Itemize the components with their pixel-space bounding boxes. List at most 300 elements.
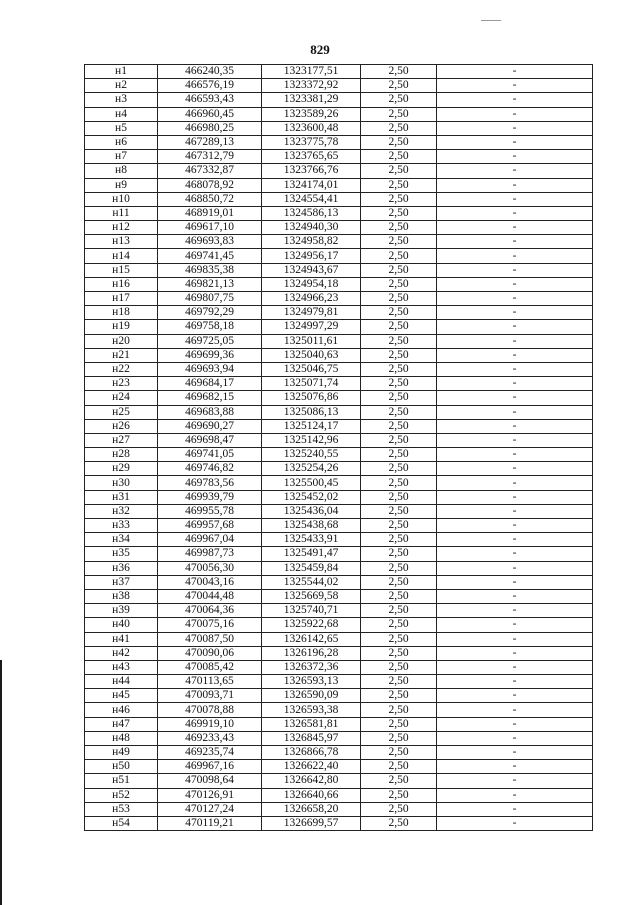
y-coordinate-cell: 1326642,80 [262,774,361,788]
table-row [85,448,593,462]
x-coordinate-cell: 469967,04 [158,533,262,547]
x-coordinate-cell: 466593,43 [158,93,262,107]
x-coordinate-cell: 469987,73 [158,547,262,561]
table-row [85,760,593,774]
error-value-cell: 2,50 [361,121,437,135]
x-coordinate-cell: 469725,05 [158,334,262,348]
error-value-cell: 2,50 [361,746,437,760]
error-value-cell: 2,50 [361,277,437,291]
table-row [85,419,593,433]
note-cell: - [437,391,593,405]
x-coordinate-cell: 470078,88 [158,703,262,717]
note-cell: - [437,519,593,533]
error-value-cell: 2,50 [361,547,437,561]
point-id-cell: н49 [85,746,158,760]
table-row [85,575,593,589]
point-id-cell: н35 [85,547,158,561]
y-coordinate-cell: 1326142,65 [262,632,361,646]
error-value-cell: 2,50 [361,448,437,462]
point-id-cell: н47 [85,717,158,731]
x-coordinate-cell: 469821,13 [158,277,262,291]
point-id-cell: н32 [85,504,158,518]
y-coordinate-cell: 1325544,02 [262,575,361,589]
point-id-cell: н6 [85,135,158,149]
point-id-cell: н31 [85,490,158,504]
error-value-cell: 2,50 [361,774,437,788]
note-cell: - [437,192,593,206]
y-coordinate-cell: 1324966,23 [262,292,361,306]
error-value-cell: 2,50 [361,377,437,391]
table-row [85,746,593,760]
error-value-cell: 2,50 [361,533,437,547]
note-cell: - [437,547,593,561]
point-id-cell: н24 [85,391,158,405]
x-coordinate-cell: 469693,94 [158,362,262,376]
y-coordinate-cell: 1325071,74 [262,377,361,391]
point-id-cell: н27 [85,433,158,447]
x-coordinate-cell: 469233,43 [158,731,262,745]
table-row [85,561,593,575]
note-cell: - [437,405,593,419]
table-row [85,263,593,277]
x-coordinate-cell: 470064,36 [158,604,262,618]
x-coordinate-cell: 468919,01 [158,206,262,220]
table-row [85,377,593,391]
x-coordinate-cell: 469741,45 [158,249,262,263]
table-row [85,774,593,788]
error-value-cell: 2,50 [361,334,437,348]
note-cell: - [437,504,593,518]
error-value-cell: 2,50 [361,802,437,816]
error-value-cell: 2,50 [361,348,437,362]
y-coordinate-cell: 1325740,71 [262,604,361,618]
point-id-cell: н41 [85,632,158,646]
note-cell: - [437,107,593,121]
error-value-cell: 2,50 [361,107,437,121]
x-coordinate-cell: 469746,82 [158,462,262,476]
note-cell: - [437,632,593,646]
note-cell: - [437,816,593,830]
y-coordinate-cell: 1325076,86 [262,391,361,405]
x-coordinate-cell: 469698,47 [158,433,262,447]
y-coordinate-cell: 1325436,04 [262,504,361,518]
note-cell: - [437,575,593,589]
y-coordinate-cell: 1326640,66 [262,788,361,802]
y-coordinate-cell: 1325669,58 [262,589,361,603]
note-cell: - [437,419,593,433]
y-coordinate-cell: 1323589,26 [262,107,361,121]
error-value-cell: 2,50 [361,419,437,433]
point-id-cell: н16 [85,277,158,291]
error-value-cell: 2,50 [361,391,437,405]
point-id-cell: н53 [85,802,158,816]
point-id-cell: н19 [85,320,158,334]
point-id-cell: н45 [85,689,158,703]
page-number: 829 [310,42,330,57]
table-row [85,121,593,135]
y-coordinate-cell: 1325438,68 [262,519,361,533]
y-coordinate-cell: 1326593,38 [262,703,361,717]
y-coordinate-cell: 1325433,91 [262,533,361,547]
table-row [85,504,593,518]
point-id-cell: н44 [85,675,158,689]
note-cell: - [437,660,593,674]
table-row [85,490,593,504]
error-value-cell: 2,50 [361,79,437,93]
error-value-cell: 2,50 [361,660,437,674]
y-coordinate-cell: 1324979,81 [262,306,361,320]
point-id-cell: н11 [85,206,158,220]
error-value-cell: 2,50 [361,689,437,703]
table-row [85,646,593,660]
error-value-cell: 2,50 [361,646,437,660]
table-row [85,206,593,220]
y-coordinate-cell: 1326622,40 [262,760,361,774]
error-value-cell: 2,50 [361,433,437,447]
error-value-cell: 2,50 [361,632,437,646]
y-coordinate-cell: 1326593,13 [262,675,361,689]
y-coordinate-cell: 1324954,18 [262,277,361,291]
note-cell: - [437,802,593,816]
y-coordinate-cell: 1326372,36 [262,660,361,674]
table-row [85,164,593,178]
note-cell: - [437,760,593,774]
x-coordinate-cell: 469699,36 [158,348,262,362]
note-cell: - [437,689,593,703]
table-row [85,348,593,362]
x-coordinate-cell: 470113,65 [158,675,262,689]
table-row [85,519,593,533]
error-value-cell: 2,50 [361,320,437,334]
point-id-cell: н37 [85,575,158,589]
table-row [85,334,593,348]
note-cell: - [437,306,593,320]
point-id-cell: н4 [85,107,158,121]
error-value-cell: 2,50 [361,618,437,632]
table-row [85,462,593,476]
x-coordinate-cell: 470075,16 [158,618,262,632]
y-coordinate-cell: 1325124,17 [262,419,361,433]
table-row [85,178,593,192]
table-row [85,150,593,164]
table-row [85,604,593,618]
error-value-cell: 2,50 [361,675,437,689]
y-coordinate-cell: 1323372,92 [262,79,361,93]
error-value-cell: 2,50 [361,164,437,178]
error-value-cell: 2,50 [361,135,437,149]
x-coordinate-cell: 469939,79 [158,490,262,504]
x-coordinate-cell: 470093,71 [158,689,262,703]
note-cell: - [437,164,593,178]
error-value-cell: 2,50 [361,717,437,731]
x-coordinate-cell: 466240,35 [158,65,262,79]
y-coordinate-cell: 1324958,82 [262,235,361,249]
x-coordinate-cell: 469967,16 [158,760,262,774]
x-coordinate-cell: 469684,17 [158,377,262,391]
scan-edge-line [0,660,2,905]
error-value-cell: 2,50 [361,221,437,235]
point-id-cell: н29 [85,462,158,476]
point-id-cell: н20 [85,334,158,348]
note-cell: - [437,235,593,249]
note-cell: - [437,476,593,490]
point-id-cell: н7 [85,150,158,164]
x-coordinate-cell: 469807,75 [158,292,262,306]
point-id-cell: н39 [85,604,158,618]
note-cell: - [437,433,593,447]
point-id-cell: н51 [85,774,158,788]
note-cell: - [437,561,593,575]
point-id-cell: н3 [85,93,158,107]
note-cell: - [437,263,593,277]
note-cell: - [437,533,593,547]
error-value-cell: 2,50 [361,405,437,419]
table-row [85,362,593,376]
table-row [85,433,593,447]
table-row [85,221,593,235]
error-value-cell: 2,50 [361,575,437,589]
table-row [85,391,593,405]
note-cell: - [437,717,593,731]
y-coordinate-cell: 1325240,55 [262,448,361,462]
table-row [85,675,593,689]
y-coordinate-cell: 1323600,48 [262,121,361,135]
note-cell: - [437,703,593,717]
table-row [85,93,593,107]
note-cell: - [437,292,593,306]
x-coordinate-cell: 469682,15 [158,391,262,405]
x-coordinate-cell: 466960,45 [158,107,262,121]
point-id-cell: н28 [85,448,158,462]
point-id-cell: н25 [85,405,158,419]
table-row [85,476,593,490]
error-value-cell: 2,50 [361,362,437,376]
note-cell: - [437,320,593,334]
table-row [85,277,593,291]
error-value-cell: 2,50 [361,589,437,603]
error-value-cell: 2,50 [361,292,437,306]
x-coordinate-cell: 469783,56 [158,476,262,490]
note-cell: - [437,93,593,107]
point-id-cell: н5 [85,121,158,135]
y-coordinate-cell: 1324940,30 [262,221,361,235]
note-cell: - [437,362,593,376]
note-cell: - [437,788,593,802]
point-id-cell: н33 [85,519,158,533]
table-row [85,802,593,816]
y-coordinate-cell: 1324586,13 [262,206,361,220]
note-cell: - [437,731,593,745]
x-coordinate-cell: 469235,74 [158,746,262,760]
x-coordinate-cell: 470087,50 [158,632,262,646]
note-cell: - [437,178,593,192]
x-coordinate-cell: 469693,83 [158,235,262,249]
point-id-cell: н34 [85,533,158,547]
table-row [85,589,593,603]
y-coordinate-cell: 1326866,78 [262,746,361,760]
note-cell: - [437,249,593,263]
point-id-cell: н22 [85,362,158,376]
x-coordinate-cell: 470127,24 [158,802,262,816]
note-cell: - [437,135,593,149]
note-cell: - [437,65,593,79]
error-value-cell: 2,50 [361,93,437,107]
y-coordinate-cell: 1324956,17 [262,249,361,263]
note-cell: - [437,746,593,760]
x-coordinate-cell: 470090,06 [158,646,262,660]
scan-corner-mark [481,20,501,21]
error-value-cell: 2,50 [361,65,437,79]
error-value-cell: 2,50 [361,235,437,249]
point-id-cell: н12 [85,221,158,235]
note-cell: - [437,589,593,603]
y-coordinate-cell: 1324943,67 [262,263,361,277]
y-coordinate-cell: 1325086,13 [262,405,361,419]
table-row [85,788,593,802]
y-coordinate-cell: 1326581,81 [262,717,361,731]
error-value-cell: 2,50 [361,306,437,320]
note-cell: - [437,462,593,476]
x-coordinate-cell: 469955,78 [158,504,262,518]
point-id-cell: н48 [85,731,158,745]
table-row [85,660,593,674]
y-coordinate-cell: 1323766,76 [262,164,361,178]
note-cell: - [437,377,593,391]
note-cell: - [437,604,593,618]
y-coordinate-cell: 1325254,26 [262,462,361,476]
error-value-cell: 2,50 [361,731,437,745]
x-coordinate-cell: 470098,64 [158,774,262,788]
y-coordinate-cell: 1325452,02 [262,490,361,504]
x-coordinate-cell: 469835,38 [158,263,262,277]
point-id-cell: н36 [85,561,158,575]
y-coordinate-cell: 1325040,63 [262,348,361,362]
point-id-cell: н50 [85,760,158,774]
table-row [85,547,593,561]
table-row [85,192,593,206]
error-value-cell: 2,50 [361,490,437,504]
table-row [85,405,593,419]
point-id-cell: н54 [85,816,158,830]
y-coordinate-cell: 1323775,78 [262,135,361,149]
note-cell: - [437,675,593,689]
error-value-cell: 2,50 [361,703,437,717]
x-coordinate-cell: 468850,72 [158,192,262,206]
point-id-cell: н18 [85,306,158,320]
x-coordinate-cell: 469741,05 [158,448,262,462]
point-id-cell: н8 [85,164,158,178]
x-coordinate-cell: 468078,92 [158,178,262,192]
point-id-cell: н13 [85,235,158,249]
x-coordinate-cell: 466980,25 [158,121,262,135]
x-coordinate-cell: 469792,29 [158,306,262,320]
error-value-cell: 2,50 [361,788,437,802]
table-row [85,306,593,320]
x-coordinate-cell: 467312,79 [158,150,262,164]
point-id-cell: н15 [85,263,158,277]
error-value-cell: 2,50 [361,561,437,575]
point-id-cell: н43 [85,660,158,674]
note-cell: - [437,448,593,462]
note-cell: - [437,334,593,348]
y-coordinate-cell: 1325459,84 [262,561,361,575]
note-cell: - [437,348,593,362]
table-row [85,632,593,646]
error-value-cell: 2,50 [361,178,437,192]
x-coordinate-cell: 470056,30 [158,561,262,575]
point-id-cell: н10 [85,192,158,206]
x-coordinate-cell: 470119,21 [158,816,262,830]
error-value-cell: 2,50 [361,476,437,490]
error-value-cell: 2,50 [361,192,437,206]
x-coordinate-cell: 469957,68 [158,519,262,533]
note-cell: - [437,646,593,660]
coordinates-table-body [85,65,593,831]
table-row [85,731,593,745]
table-row [85,249,593,263]
table-row [85,703,593,717]
point-id-cell: н14 [85,249,158,263]
x-coordinate-cell: 467332,87 [158,164,262,178]
point-id-cell: н26 [85,419,158,433]
note-cell: - [437,277,593,291]
error-value-cell: 2,50 [361,263,437,277]
error-value-cell: 2,50 [361,206,437,220]
note-cell: - [437,774,593,788]
x-coordinate-cell: 470044,48 [158,589,262,603]
y-coordinate-cell: 1326699,57 [262,816,361,830]
point-id-cell: н2 [85,79,158,93]
x-coordinate-cell: 466576,19 [158,79,262,93]
note-cell: - [437,150,593,164]
x-coordinate-cell: 470085,42 [158,660,262,674]
x-coordinate-cell: 469617,10 [158,221,262,235]
y-coordinate-cell: 1325046,75 [262,362,361,376]
y-coordinate-cell: 1325491,47 [262,547,361,561]
y-coordinate-cell: 1323177,51 [262,65,361,79]
table-row [85,65,593,79]
point-id-cell: н1 [85,65,158,79]
point-id-cell: н21 [85,348,158,362]
note-cell: - [437,206,593,220]
y-coordinate-cell: 1325500,45 [262,476,361,490]
point-id-cell: н38 [85,589,158,603]
x-coordinate-cell: 470126,91 [158,788,262,802]
note-cell: - [437,490,593,504]
point-id-cell: н30 [85,476,158,490]
table-row [85,816,593,830]
y-coordinate-cell: 1323381,29 [262,93,361,107]
note-cell: - [437,221,593,235]
y-coordinate-cell: 1324997,29 [262,320,361,334]
point-id-cell: н52 [85,788,158,802]
y-coordinate-cell: 1325142,96 [262,433,361,447]
y-coordinate-cell: 1325922,68 [262,618,361,632]
table-row [85,533,593,547]
error-value-cell: 2,50 [361,150,437,164]
y-coordinate-cell: 1325011,61 [262,334,361,348]
x-coordinate-cell: 469919,10 [158,717,262,731]
y-coordinate-cell: 1324174,01 [262,178,361,192]
y-coordinate-cell: 1323765,65 [262,150,361,164]
note-cell: - [437,79,593,93]
x-coordinate-cell: 467289,13 [158,135,262,149]
y-coordinate-cell: 1326196,28 [262,646,361,660]
x-coordinate-cell: 469758,18 [158,320,262,334]
x-coordinate-cell: 470043,16 [158,575,262,589]
point-id-cell: н23 [85,377,158,391]
x-coordinate-cell: 469683,88 [158,405,262,419]
